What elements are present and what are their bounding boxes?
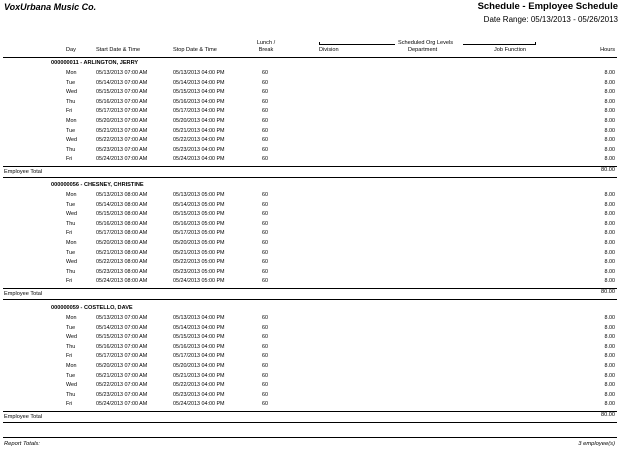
- employee-total-value: 80.00: [601, 289, 615, 295]
- row-lunch: 60: [262, 127, 268, 134]
- row-day: Fri: [66, 108, 73, 115]
- col-lunch: [256, 40, 276, 54]
- row-hours: 8.00: [604, 201, 615, 208]
- row-lunch: 60: [262, 315, 268, 321]
- row-day: Fri: [66, 401, 73, 408]
- row-day: Wed: [66, 334, 77, 341]
- row-day: Tue: [66, 201, 76, 208]
- row-hours: 8.00: [604, 343, 615, 350]
- row-stop: 05/22/2013 05:00 PM: [173, 259, 225, 266]
- row-start: 05/17/2013 07:00 AM: [96, 108, 148, 115]
- row-hours: 8.00: [604, 334, 615, 341]
- employee-total-rule: [3, 288, 617, 289]
- row-start: 05/15/2013 07:00 AM: [96, 334, 148, 341]
- row-day: Mon: [66, 315, 77, 321]
- row-stop: 05/23/2013 04:00 PM: [173, 391, 225, 398]
- row-start: 05/24/2013 07:00 AM: [96, 156, 148, 163]
- row-lunch: 60: [262, 391, 268, 398]
- row-stop: 05/15/2013 05:00 PM: [173, 211, 225, 218]
- row-day: Fri: [66, 156, 73, 163]
- employee-total-value: 80.00: [601, 167, 615, 173]
- section-end-rule: [3, 299, 617, 300]
- row-day: Wed: [66, 382, 77, 389]
- row-hours: 8.00: [604, 79, 615, 86]
- row-hours: 8.00: [604, 401, 615, 408]
- row-lunch: 60: [262, 278, 268, 285]
- report-title: Schedule - Employee Schedule: [477, 1, 618, 12]
- row-stop: 05/24/2013 04:00 PM: [173, 156, 225, 163]
- row-start: 05/22/2013 07:00 AM: [96, 382, 148, 389]
- row-day: Thu: [66, 98, 76, 105]
- col-department: Department: [408, 47, 438, 53]
- row-lunch: 60: [262, 401, 268, 408]
- row-start: 05/16/2013 07:00 AM: [96, 98, 148, 105]
- row-start: 05/13/2013 08:00 AM: [96, 192, 148, 198]
- row-hours: 8.00: [604, 230, 615, 237]
- col-lunch-line2: Break: [258, 47, 274, 53]
- row-day: Wed: [66, 89, 77, 96]
- org-group-line-left: [319, 44, 395, 45]
- row-day: Thu: [66, 220, 76, 227]
- col-hours: Hours: [600, 47, 615, 53]
- row-hours: 8.00: [604, 127, 615, 134]
- row-start: 05/14/2013 08:00 AM: [96, 201, 148, 208]
- row-start: 05/13/2013 07:00 AM: [96, 315, 148, 321]
- row-day: Fri: [66, 278, 73, 285]
- row-lunch: 60: [262, 79, 268, 86]
- row-stop: 05/13/2013 04:00 PM: [173, 70, 225, 76]
- row-day: Thu: [66, 343, 76, 350]
- row-hours: 8.00: [604, 278, 615, 285]
- row-stop: 05/15/2013 04:00 PM: [173, 89, 225, 96]
- section-end-rule: [3, 422, 617, 423]
- employee-header: 000000059 - COSTELLO, DAVE: [51, 305, 133, 311]
- row-hours: 8.00: [604, 324, 615, 331]
- employee-total-value: 80.00: [601, 412, 615, 418]
- row-day: Fri: [66, 230, 73, 237]
- row-lunch: 60: [262, 89, 268, 96]
- row-hours: 8.00: [604, 192, 615, 198]
- employee-count: 3 employee(s): [578, 441, 615, 447]
- row-start: 05/17/2013 07:00 AM: [96, 353, 148, 360]
- row-lunch: 60: [262, 249, 268, 256]
- employee-header: 000000056 - CHESNEY, CHRISTINE: [51, 182, 144, 188]
- row-day: Tue: [66, 79, 76, 86]
- row-stop: 05/21/2013 04:00 PM: [173, 372, 225, 379]
- row-lunch: 60: [262, 334, 268, 341]
- row-lunch: 60: [262, 156, 268, 163]
- footer-rule: [3, 437, 617, 438]
- row-hours: 8.00: [604, 363, 615, 369]
- col-day: Day: [66, 47, 76, 53]
- col-start: Start Date & Time: [96, 47, 141, 53]
- col-stop: Stop Date & Time: [173, 47, 217, 53]
- row-hours: 8.00: [604, 70, 615, 76]
- row-start: 05/23/2013 07:00 AM: [96, 146, 148, 153]
- row-lunch: 60: [262, 324, 268, 331]
- row-stop: 05/21/2013 05:00 PM: [173, 249, 225, 256]
- row-stop: 05/16/2013 04:00 PM: [173, 98, 225, 105]
- row-lunch: 60: [262, 353, 268, 360]
- row-day: Thu: [66, 146, 76, 153]
- row-lunch: 60: [262, 98, 268, 105]
- row-stop: 05/22/2013 04:00 PM: [173, 137, 225, 144]
- row-day: Mon: [66, 192, 77, 198]
- row-stop: 05/13/2013 04:00 PM: [173, 315, 225, 321]
- row-lunch: 60: [262, 118, 268, 124]
- row-day: Tue: [66, 372, 76, 379]
- row-day: Tue: [66, 249, 76, 256]
- row-hours: 8.00: [604, 353, 615, 360]
- row-day: Fri: [66, 353, 73, 360]
- row-start: 05/23/2013 08:00 AM: [96, 268, 148, 275]
- row-lunch: 60: [262, 382, 268, 389]
- row-lunch: 60: [262, 230, 268, 237]
- row-hours: 8.00: [604, 391, 615, 398]
- employee-total-label: Employee Total: [4, 414, 43, 420]
- row-start: 05/20/2013 07:00 AM: [96, 118, 148, 124]
- row-day: Tue: [66, 127, 76, 134]
- col-org-group: Scheduled Org Levels: [398, 40, 454, 46]
- row-start: 05/13/2013 07:00 AM: [96, 70, 148, 76]
- employee-header: 000000011 - ARLINGTON, JERRY: [51, 60, 139, 66]
- row-hours: 8.00: [604, 156, 615, 163]
- row-day: Thu: [66, 268, 76, 275]
- header-rule: [3, 57, 617, 58]
- row-hours: 8.00: [604, 382, 615, 389]
- row-start: 05/24/2013 07:00 AM: [96, 401, 148, 408]
- row-hours: 8.00: [604, 315, 615, 321]
- row-start: 05/14/2013 07:00 AM: [96, 79, 148, 86]
- row-start: 05/15/2013 08:00 AM: [96, 211, 148, 218]
- row-stop: 05/24/2013 04:00 PM: [173, 401, 225, 408]
- row-lunch: 60: [262, 240, 268, 246]
- row-day: Thu: [66, 391, 76, 398]
- row-hours: 8.00: [604, 89, 615, 96]
- col-job-function: Job Function: [494, 47, 527, 53]
- row-stop: 05/20/2013 04:00 PM: [173, 118, 225, 124]
- row-day: Wed: [66, 259, 77, 266]
- row-hours: 8.00: [604, 211, 615, 218]
- report-totals-label: Report Totals:: [4, 441, 40, 447]
- row-hours: 8.00: [604, 146, 615, 153]
- row-stop: 05/22/2013 04:00 PM: [173, 382, 225, 389]
- row-start: 05/14/2013 07:00 AM: [96, 324, 148, 331]
- org-group-right-tick: [535, 42, 536, 45]
- row-start: 05/22/2013 07:00 AM: [96, 137, 148, 144]
- row-stop: 05/23/2013 05:00 PM: [173, 268, 225, 275]
- row-lunch: 60: [262, 137, 268, 144]
- row-stop: 05/14/2013 04:00 PM: [173, 324, 225, 331]
- section-end-rule: [3, 177, 617, 178]
- row-start: 05/21/2013 07:00 AM: [96, 372, 148, 379]
- row-stop: 05/15/2013 04:00 PM: [173, 334, 225, 341]
- row-lunch: 60: [262, 363, 268, 369]
- org-group-line-right: [463, 44, 535, 45]
- row-lunch: 60: [262, 220, 268, 227]
- row-lunch: 60: [262, 201, 268, 208]
- row-start: 05/20/2013 07:00 AM: [96, 363, 148, 369]
- row-lunch: 60: [262, 268, 268, 275]
- row-hours: 8.00: [604, 268, 615, 275]
- row-lunch: 60: [262, 192, 268, 198]
- row-day: Mon: [66, 118, 77, 124]
- row-hours: 8.00: [604, 137, 615, 144]
- row-lunch: 60: [262, 372, 268, 379]
- row-hours: 8.00: [604, 372, 615, 379]
- row-hours: 8.00: [604, 240, 615, 246]
- row-day: Mon: [66, 363, 77, 369]
- row-stop: 05/17/2013 05:00 PM: [173, 230, 225, 237]
- row-stop: 05/24/2013 05:00 PM: [173, 278, 225, 285]
- employee-total-label: Employee Total: [4, 291, 43, 297]
- row-hours: 8.00: [604, 220, 615, 227]
- col-lunch-line1: Lunch /: [256, 40, 276, 46]
- row-start: 05/21/2013 08:00 AM: [96, 249, 148, 256]
- row-start: 05/20/2013 08:00 AM: [96, 240, 148, 246]
- company-name: VoxUrbana Music Co.: [4, 2, 97, 12]
- row-stop: 05/14/2013 05:00 PM: [173, 201, 225, 208]
- row-start: 05/23/2013 07:00 AM: [96, 391, 148, 398]
- row-start: 05/21/2013 07:00 AM: [96, 127, 148, 134]
- row-stop: 05/20/2013 04:00 PM: [173, 363, 225, 369]
- row-day: Mon: [66, 70, 77, 76]
- employee-total-label: Employee Total: [4, 169, 43, 175]
- row-lunch: 60: [262, 70, 268, 76]
- row-stop: 05/13/2013 05:00 PM: [173, 192, 225, 198]
- row-day: Wed: [66, 137, 77, 144]
- employee-total-rule: [3, 166, 617, 167]
- row-stop: 05/16/2013 04:00 PM: [173, 343, 225, 350]
- row-lunch: 60: [262, 259, 268, 266]
- row-stop: 05/17/2013 04:00 PM: [173, 353, 225, 360]
- row-stop: 05/14/2013 04:00 PM: [173, 79, 225, 86]
- row-lunch: 60: [262, 343, 268, 350]
- row-day: Mon: [66, 240, 77, 246]
- row-lunch: 60: [262, 211, 268, 218]
- col-division: Division: [319, 47, 339, 53]
- row-lunch: 60: [262, 108, 268, 115]
- row-start: 05/16/2013 07:00 AM: [96, 343, 148, 350]
- row-day: Wed: [66, 211, 77, 218]
- date-range: Date Range: 05/13/2013 - 05/26/2013: [483, 15, 618, 24]
- row-start: 05/15/2013 07:00 AM: [96, 89, 148, 96]
- row-stop: 05/16/2013 05:00 PM: [173, 220, 225, 227]
- row-day: Tue: [66, 324, 76, 331]
- row-hours: 8.00: [604, 108, 615, 115]
- row-start: 05/22/2013 08:00 AM: [96, 259, 148, 266]
- row-stop: 05/23/2013 04:00 PM: [173, 146, 225, 153]
- row-stop: 05/17/2013 04:00 PM: [173, 108, 225, 115]
- row-start: 05/24/2013 08:00 AM: [96, 278, 148, 285]
- row-start: 05/16/2013 08:00 AM: [96, 220, 148, 227]
- row-hours: 8.00: [604, 118, 615, 124]
- row-hours: 8.00: [604, 98, 615, 105]
- employee-total-rule: [3, 411, 617, 412]
- row-hours: 8.00: [604, 249, 615, 256]
- row-stop: 05/21/2013 04:00 PM: [173, 127, 225, 134]
- row-lunch: 60: [262, 146, 268, 153]
- row-hours: 8.00: [604, 259, 615, 266]
- row-stop: 05/20/2013 05:00 PM: [173, 240, 225, 246]
- row-start: 05/17/2013 08:00 AM: [96, 230, 148, 237]
